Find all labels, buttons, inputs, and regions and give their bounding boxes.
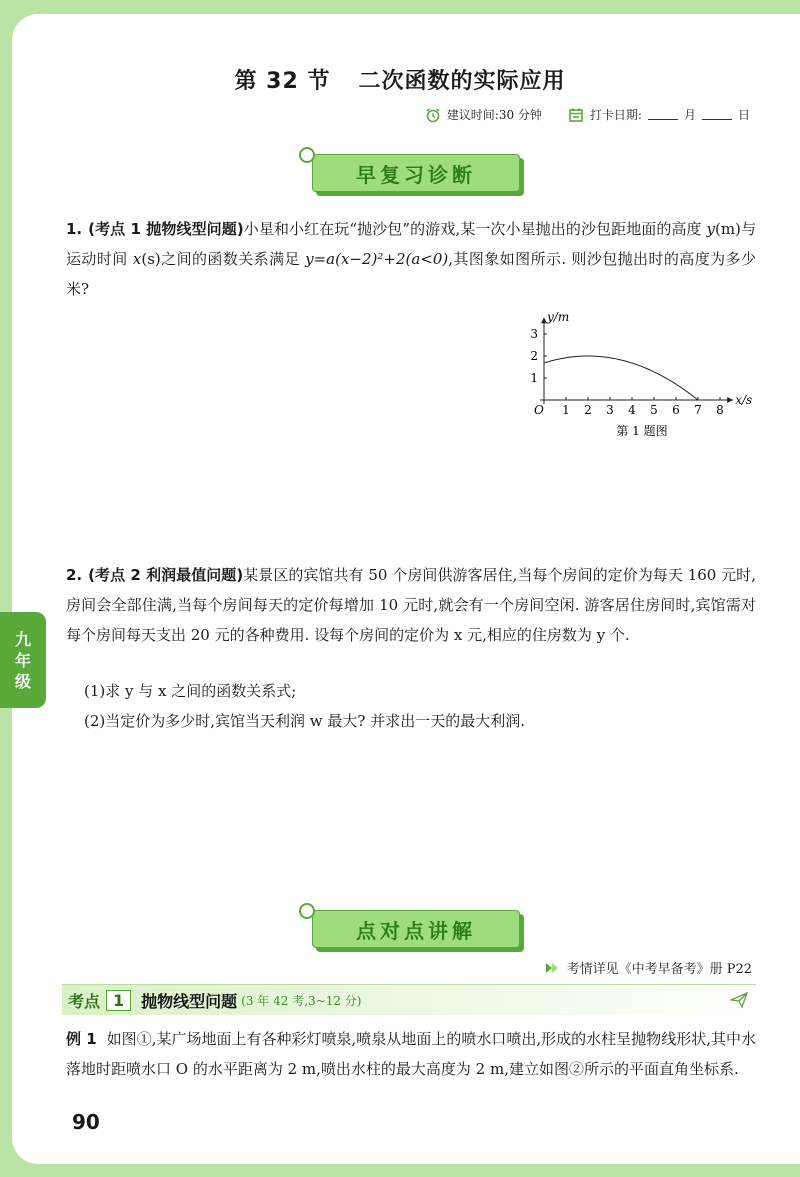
y-tick-label: 2 <box>530 349 538 363</box>
x-tick-label: 1 <box>562 403 570 417</box>
kaodian-bar <box>62 984 756 1015</box>
question-text: ,其图象如图所示. 则沙包抛出时的高度为多少米? <box>66 250 756 298</box>
var-y: y <box>706 220 715 238</box>
lecture-banner-text: 点对点讲解 <box>356 918 476 943</box>
formula: y=a(x−2)²+2(a<0) <box>305 250 449 268</box>
page-title <box>0 64 800 95</box>
month-label: 月 <box>683 108 696 122</box>
x-tick-label: 5 <box>650 403 658 417</box>
x-tick-label: 8 <box>716 403 724 417</box>
example-label: 例 1 <box>66 1030 97 1048</box>
paper-plane-icon <box>730 992 748 1008</box>
kaodian-number: 1 <box>106 990 131 1011</box>
example-text: 如图①,某广场地面上有各种彩灯喷泉,喷泉从地面上的喷水口喷出,形成的水柱呈抛物线形状,其中水落地时距喷水口 O 的水平距离为 2 m,喷出水柱的最大高度为 2 m,建立如图②所示的平面直角坐标系. <box>66 1030 756 1078</box>
section-name: 二次函数的实际应用 <box>358 69 566 94</box>
banner-hook-icon <box>299 147 315 163</box>
question-2-part-2: (2)当定价为多少时,宾馆当天利润 w 最大? 并求出一天的最大利润. <box>84 712 525 730</box>
question-tag: (考点 2 利润最值问题) <box>88 566 244 584</box>
y-axis-label: y/m <box>547 310 570 325</box>
kaodian-title: 抛物线型问题 <box>141 991 238 1011</box>
suggested-time: 建议时间:30 分钟 <box>446 108 542 122</box>
arrow-right-icon <box>545 962 561 974</box>
month-blank[interactable] <box>648 109 678 120</box>
question-text: 某景区的宾馆共有 50 个房间供游客居住,当每个房间的定价为每天 160 元时,房间会全部住满,当每个房间每天的定价每增加 10 元时,就会有一个房间空闲. 游客居住房间时,宾馆需对每个房间每天支出 20 元的各种费用. 设每个房间的定价为 x 元,相应的住房数为 y 个. <box>66 566 756 644</box>
question-tag: (考点 1 抛物线型问题) <box>88 220 244 238</box>
x-tick-label: 6 <box>672 403 680 417</box>
checkin-label: 打卡日期: <box>589 108 642 122</box>
review-banner-text: 早复习诊断 <box>356 162 476 187</box>
grade-tab <box>0 612 46 708</box>
grade-tab-char: 级 <box>14 671 31 691</box>
kaodian-frequency: (3 年 42 考,3~12 分) <box>241 993 362 1008</box>
x-tick-label: 2 <box>584 403 592 417</box>
question-text: (s)之间的函数关系满足 <box>141 250 300 268</box>
section-number: 第 32 节 <box>234 69 331 94</box>
example-1 <box>66 1024 756 1084</box>
origin-label: O <box>534 403 544 417</box>
reference-text: 考情详见《中考早备考》册 P22 <box>566 962 752 977</box>
day-blank[interactable] <box>702 109 732 120</box>
meta-row <box>425 106 750 123</box>
question-text: (m)与运动时间 <box>66 220 756 268</box>
var-x: x <box>132 250 142 268</box>
x-tick-label: 3 <box>606 403 614 417</box>
y-tick-label: 3 <box>530 327 538 341</box>
question-2-part-1: (1)求 y 与 x 之间的函数关系式; <box>84 682 297 700</box>
grade-tab-char: 九 <box>14 629 31 649</box>
x-tick-label: 7 <box>694 403 702 417</box>
parabola-curve <box>544 356 698 400</box>
chart-caption: 第 1 题图 <box>616 424 668 438</box>
page-number: 90 <box>72 1110 100 1134</box>
grade-tab-char: 年 <box>14 650 31 670</box>
alarm-clock-icon <box>425 107 441 123</box>
day-label: 日 <box>737 108 750 122</box>
lecture-banner <box>312 910 520 948</box>
reference-note <box>545 958 752 977</box>
figure-1-chart <box>520 304 760 440</box>
question-2 <box>66 560 756 650</box>
x-tick-label: 4 <box>628 403 636 417</box>
banner-hook-icon <box>299 903 315 919</box>
question-number: 1. <box>66 220 83 238</box>
y-tick-label: 1 <box>530 371 538 385</box>
kaodian-label: 考点 <box>68 991 101 1011</box>
question-text: 小星和小红在玩“抛沙包”的游戏,某一次小星抛出的沙包距地面的高度 <box>243 220 702 238</box>
x-axis-label: x/s <box>735 393 753 407</box>
calendar-icon <box>568 107 584 123</box>
review-banner <box>312 154 520 192</box>
x-axis-arrow <box>727 397 733 403</box>
question-1 <box>66 214 756 304</box>
question-number: 2. <box>66 566 83 584</box>
